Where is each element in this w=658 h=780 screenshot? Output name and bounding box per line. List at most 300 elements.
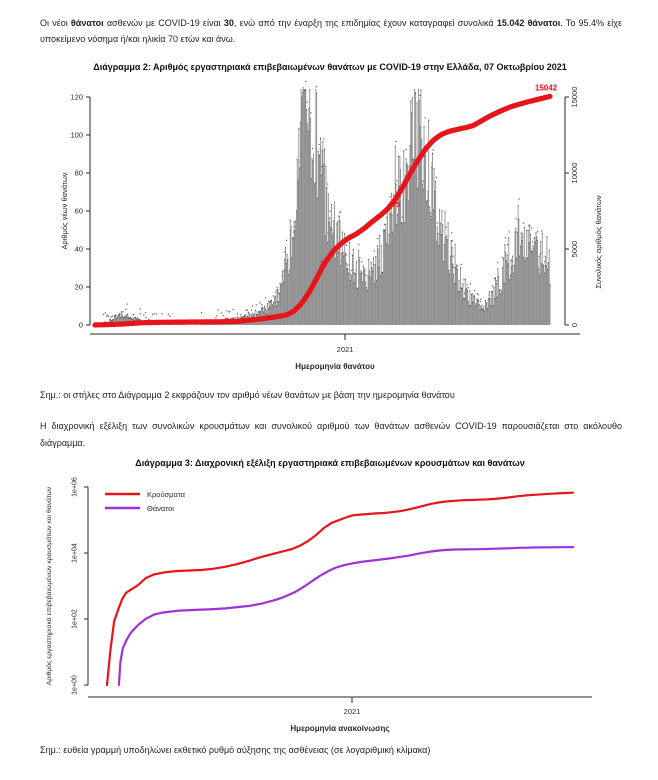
- bar-speckle: [346, 254, 347, 255]
- bar: [452, 247, 453, 325]
- bar-cap: [395, 146, 396, 147]
- left-axis-tick-label: 0: [78, 320, 83, 330]
- bar-speckle: [259, 302, 260, 303]
- bar: [448, 222, 449, 325]
- bar: [465, 279, 466, 325]
- bar: [392, 232, 393, 325]
- bar-cap: [257, 314, 258, 315]
- bar-cap: [431, 219, 432, 220]
- bar: [451, 240, 452, 325]
- bar: [487, 308, 488, 325]
- bar-speckle: [247, 310, 248, 311]
- bar-cap: [543, 265, 544, 266]
- bar: [419, 100, 420, 325]
- bar: [319, 154, 320, 325]
- bar-cap: [296, 210, 297, 211]
- bar: [504, 283, 505, 325]
- bar-cap: [116, 315, 117, 316]
- bar-cap: [270, 306, 271, 307]
- bar-cap: [516, 258, 517, 259]
- bar: [316, 93, 317, 325]
- bar-cap: [353, 249, 354, 250]
- bar-speckle: [457, 265, 458, 266]
- bar: [303, 89, 304, 325]
- bar-speckle: [216, 315, 217, 316]
- bar-speckle: [395, 141, 396, 142]
- bar-cap: [463, 298, 464, 299]
- bar-cap: [266, 313, 267, 314]
- bar-cap: [331, 204, 332, 205]
- bar-cap: [396, 224, 397, 225]
- bar-cap: [322, 150, 323, 151]
- bar-cap: [375, 256, 376, 257]
- bar-speckle: [516, 218, 517, 219]
- bar-cap: [549, 250, 550, 251]
- bar-cap: [330, 227, 331, 228]
- bar-cap: [486, 303, 487, 304]
- bar: [533, 248, 534, 325]
- bar-cap: [300, 122, 301, 123]
- bar: [532, 251, 533, 325]
- bar-cap: [291, 258, 292, 259]
- bar: [314, 184, 315, 325]
- bar: [469, 290, 470, 325]
- bar: [418, 89, 419, 325]
- bar-cap: [520, 246, 521, 247]
- bar: [365, 282, 366, 325]
- diagram2-title: Διάγραμμα 2: Αριθμός εργαστηριακά επιβεβαιωμένων θανάτων με COVID-19 στην Ελλάδα, 07 Οκτωβρίου 2021: [93, 62, 567, 72]
- bar-cap: [548, 262, 549, 263]
- bar: [278, 301, 279, 325]
- bar-speckle: [453, 267, 454, 268]
- bar: [304, 89, 305, 325]
- bar-speckle: [496, 280, 497, 281]
- bar-cap: [351, 276, 352, 277]
- bar: [487, 302, 488, 325]
- bar: [288, 274, 289, 325]
- bar-cap: [530, 234, 531, 235]
- bar-cap: [432, 153, 433, 154]
- bar: [463, 298, 464, 325]
- bar-cap: [340, 221, 341, 222]
- bar: [434, 191, 435, 325]
- bar-cap: [333, 220, 334, 221]
- bar-cap: [453, 274, 454, 275]
- bar-cap: [139, 319, 140, 320]
- left-axis-title: Αριθμός εργαστηριακά επιβεβαιωμένων κρουσμάτων και θανάτων: [46, 486, 53, 686]
- bar-cap: [438, 233, 439, 234]
- bar-cap: [509, 279, 510, 280]
- bar-cap: [361, 270, 362, 271]
- bar-cap: [343, 252, 344, 253]
- bar-cap: [327, 242, 328, 243]
- bar-cap: [297, 159, 298, 160]
- bar: [543, 265, 544, 325]
- bar-cap: [504, 283, 505, 284]
- bar-cap: [501, 289, 502, 290]
- bar-cap: [385, 224, 386, 225]
- bar-cap: [315, 182, 316, 183]
- bar: [329, 217, 330, 325]
- bar-cap: [358, 250, 359, 251]
- bar: [476, 299, 477, 325]
- bar-cap: [537, 240, 538, 241]
- bar-cap: [112, 319, 113, 320]
- bar: [297, 159, 298, 325]
- intro-text: Οι νέοι: [40, 18, 71, 28]
- bar-speckle: [140, 313, 141, 314]
- bar-cap: [116, 318, 117, 319]
- bar-cap: [241, 316, 242, 317]
- bar: [349, 242, 350, 325]
- bar-cap: [343, 256, 344, 257]
- bar-cap: [445, 211, 446, 212]
- bar-speckle: [223, 315, 224, 316]
- bar-cap: [293, 238, 294, 239]
- bar-cap: [545, 256, 546, 257]
- bar-cap: [422, 184, 423, 185]
- bar: [544, 273, 545, 325]
- bar-speckle: [103, 314, 104, 315]
- bar: [529, 242, 530, 325]
- bar-cap: [121, 311, 122, 312]
- bar: [466, 288, 467, 325]
- bar-cap: [251, 314, 252, 315]
- bar: [358, 250, 359, 325]
- left-axis-tick-label: 60: [74, 206, 83, 216]
- bar: [337, 221, 338, 325]
- bar-cap: [310, 118, 311, 119]
- bar: [403, 188, 404, 325]
- bar: [270, 300, 271, 325]
- bar-speckle: [126, 303, 127, 304]
- bar-cap: [418, 89, 419, 90]
- bar-cap: [441, 210, 442, 211]
- bar: [324, 149, 325, 325]
- bar-cap: [454, 283, 455, 284]
- bar-cap: [111, 320, 112, 321]
- bar-cap: [379, 235, 380, 236]
- bar-speckle: [340, 211, 341, 212]
- bar-cap: [254, 314, 255, 315]
- bar-cap: [456, 265, 457, 266]
- bar: [312, 158, 313, 325]
- bar-cap: [350, 274, 351, 275]
- bar-cap: [382, 272, 383, 273]
- bar-cap: [123, 317, 124, 318]
- bar: [444, 244, 445, 325]
- bar: [525, 258, 526, 325]
- bar-speckle: [246, 310, 247, 311]
- bar: [388, 245, 389, 325]
- bar-cap: [523, 257, 524, 258]
- bar-cap: [341, 253, 342, 254]
- bar: [507, 254, 508, 325]
- bar: [427, 191, 428, 325]
- bar-cap: [119, 314, 120, 315]
- bar-speckle: [528, 225, 529, 226]
- bar: [462, 288, 463, 325]
- bar-cap: [534, 237, 535, 238]
- bar-cap: [115, 314, 116, 315]
- bar-cap: [312, 160, 313, 161]
- bar-cap: [497, 297, 498, 298]
- bar-cap: [397, 214, 398, 215]
- bar-cap: [421, 139, 422, 140]
- bar-speckle: [507, 244, 508, 245]
- bar: [535, 242, 536, 325]
- cumulative-milestone-annotation: 75: [391, 200, 401, 210]
- bar: [477, 300, 478, 325]
- bar: [540, 241, 541, 325]
- bar: [289, 270, 290, 325]
- bar: [385, 229, 386, 325]
- bar: [389, 204, 390, 325]
- bar-cap: [488, 298, 489, 299]
- bar-cap: [462, 288, 463, 289]
- bar-cap: [329, 222, 330, 223]
- bar: [539, 274, 540, 325]
- bar-cap: [280, 285, 281, 286]
- bar-cap: [276, 305, 277, 306]
- bar: [343, 252, 344, 325]
- bar: [348, 273, 349, 325]
- bar-cap: [290, 220, 291, 221]
- bar: [509, 279, 510, 325]
- bar-speckle: [152, 314, 153, 315]
- bar-speckle: [505, 237, 506, 238]
- bar-cap: [431, 166, 432, 167]
- bar: [317, 198, 318, 325]
- bar: [431, 166, 432, 325]
- bar: [431, 219, 432, 325]
- bar: [452, 264, 453, 325]
- bar-cap: [323, 164, 324, 165]
- bar: [375, 264, 376, 325]
- bar: [484, 311, 485, 325]
- bar: [534, 237, 535, 325]
- bar-cap: [244, 315, 245, 316]
- diagram2-note: Σημ.: οι στήλες στο Διάγραμμα 2 εκφράζουν τον αριθμό νέων θανάτων με βάση την ημερομηνία θανάτου: [40, 390, 455, 400]
- bar: [323, 164, 324, 325]
- bar-cap: [352, 255, 353, 256]
- bar: [488, 298, 489, 325]
- bar-speckle: [358, 244, 359, 245]
- bar-cap: [411, 113, 412, 114]
- bar-speckle: [384, 224, 385, 225]
- bar: [326, 166, 327, 325]
- left-axis-tick-label: 20: [74, 282, 83, 292]
- bar-cap: [464, 298, 465, 299]
- bar-cap: [233, 317, 234, 318]
- bar-speckle: [215, 318, 216, 319]
- bar-cap: [249, 313, 250, 314]
- bar-cap: [370, 277, 371, 278]
- bar-cap: [469, 290, 470, 291]
- bar-speckle: [168, 314, 169, 315]
- left-axis-tick-label: 40: [74, 244, 83, 254]
- bar: [406, 164, 407, 325]
- bar-cap: [326, 187, 327, 188]
- bar-cap: [480, 309, 481, 310]
- bar: [518, 205, 519, 325]
- bar-cap: [271, 300, 272, 301]
- bar-cap: [324, 149, 325, 150]
- bar-cap: [335, 258, 336, 259]
- bar-speckle: [316, 86, 317, 87]
- bar: [514, 265, 515, 325]
- bar-cap: [265, 308, 266, 309]
- bar: [506, 260, 507, 325]
- bar-cap: [430, 212, 431, 213]
- bar-cap: [305, 89, 306, 90]
- bar-cap: [475, 306, 476, 307]
- bar: [438, 233, 439, 325]
- bar-speckle: [377, 238, 378, 239]
- bar: [489, 291, 490, 325]
- bar: [357, 288, 358, 325]
- bar: [302, 92, 303, 325]
- bar: [516, 258, 517, 325]
- bar-cap: [507, 254, 508, 255]
- bar-cap: [319, 155, 320, 156]
- bar-cap: [315, 89, 316, 90]
- bar: [441, 210, 442, 325]
- bar-cap: [511, 266, 512, 267]
- bar: [501, 291, 502, 325]
- bar-cap: [117, 316, 118, 317]
- bar-cap: [368, 276, 369, 277]
- bar: [403, 150, 404, 325]
- bar: [335, 258, 336, 325]
- bar-cap: [298, 128, 299, 129]
- bar-speckle: [261, 304, 262, 305]
- bar-cap: [270, 300, 271, 301]
- bar-cap: [388, 245, 389, 246]
- bar-cap: [118, 315, 119, 316]
- bar: [374, 283, 375, 325]
- bar-speckle: [225, 318, 226, 319]
- bar-speckle: [237, 313, 238, 314]
- bar: [469, 306, 470, 325]
- bar: [381, 245, 382, 325]
- bar: [322, 150, 323, 325]
- bar: [412, 98, 413, 325]
- bar-cap: [513, 273, 514, 274]
- bar: [504, 244, 505, 325]
- x-axis-title: Ημερομηνία θανάτου: [295, 362, 375, 371]
- bar-cap: [273, 302, 274, 303]
- bar-cap: [369, 270, 370, 271]
- bar: [437, 226, 438, 325]
- bar: [449, 273, 450, 325]
- bar-cap: [371, 262, 372, 263]
- bar-speckle: [389, 196, 390, 197]
- bar-cap: [429, 207, 430, 208]
- bar-speckle: [532, 242, 533, 243]
- bar: [474, 297, 475, 325]
- bar: [397, 214, 398, 325]
- bar-cap: [517, 232, 518, 233]
- bar-cap: [365, 282, 366, 283]
- diagram2-chart-canvas: [0, 76, 658, 380]
- bar-cap: [259, 312, 260, 313]
- bar: [505, 252, 506, 325]
- bar: [536, 232, 537, 325]
- bar-cap: [321, 175, 322, 176]
- bar: [513, 273, 514, 325]
- bar: [274, 297, 275, 325]
- bar-cap: [313, 154, 314, 155]
- bar-cap: [235, 317, 236, 318]
- bar-cap: [427, 200, 428, 201]
- bar-cap: [319, 154, 320, 155]
- bar-cap: [531, 250, 532, 251]
- bar-cap: [541, 263, 542, 264]
- bar-cap: [279, 293, 280, 294]
- bar-cap: [242, 317, 243, 318]
- bar: [423, 189, 424, 325]
- bar-cap: [389, 234, 390, 235]
- bar-cap: [378, 266, 379, 267]
- bar: [322, 141, 323, 325]
- bar-speckle: [353, 272, 354, 273]
- bar: [378, 266, 379, 325]
- bar-cap: [282, 271, 283, 272]
- bar: [394, 198, 395, 325]
- bar: [460, 268, 461, 325]
- bar-speckle: [359, 257, 360, 258]
- bar: [445, 211, 446, 325]
- bar-cap: [140, 319, 141, 320]
- bar: [454, 283, 455, 325]
- bar-speckle: [467, 287, 468, 288]
- bar: [281, 284, 282, 325]
- bar-speckle: [265, 297, 266, 298]
- bar-speckle: [319, 144, 320, 145]
- bar-cap: [439, 209, 440, 210]
- bar: [383, 229, 384, 325]
- bar: [501, 289, 502, 325]
- bar: [482, 309, 483, 325]
- bar-cap: [542, 233, 543, 234]
- bar-cap: [518, 205, 519, 206]
- bar-cap: [359, 259, 360, 260]
- bar: [379, 235, 380, 325]
- bar-cap: [292, 237, 293, 238]
- bar-cap: [342, 232, 343, 233]
- bar-cap: [539, 256, 540, 257]
- legend-label: Θάνατοι: [147, 504, 174, 513]
- bar: [511, 259, 512, 325]
- bar-cap: [546, 265, 547, 266]
- bar-cap: [312, 158, 313, 159]
- bar: [432, 153, 433, 325]
- bar: [407, 166, 408, 325]
- bar: [283, 282, 284, 325]
- bar: [414, 89, 415, 325]
- bar-cap: [258, 311, 259, 312]
- bar-cap: [243, 316, 244, 317]
- bar-cap: [539, 274, 540, 275]
- bar: [459, 291, 460, 325]
- bar-speckle: [154, 313, 155, 314]
- bar: [338, 252, 339, 325]
- bar-cap: [528, 230, 529, 231]
- bar-cap: [334, 202, 335, 203]
- bar-speckle: [361, 261, 362, 262]
- bar-cap: [424, 126, 425, 127]
